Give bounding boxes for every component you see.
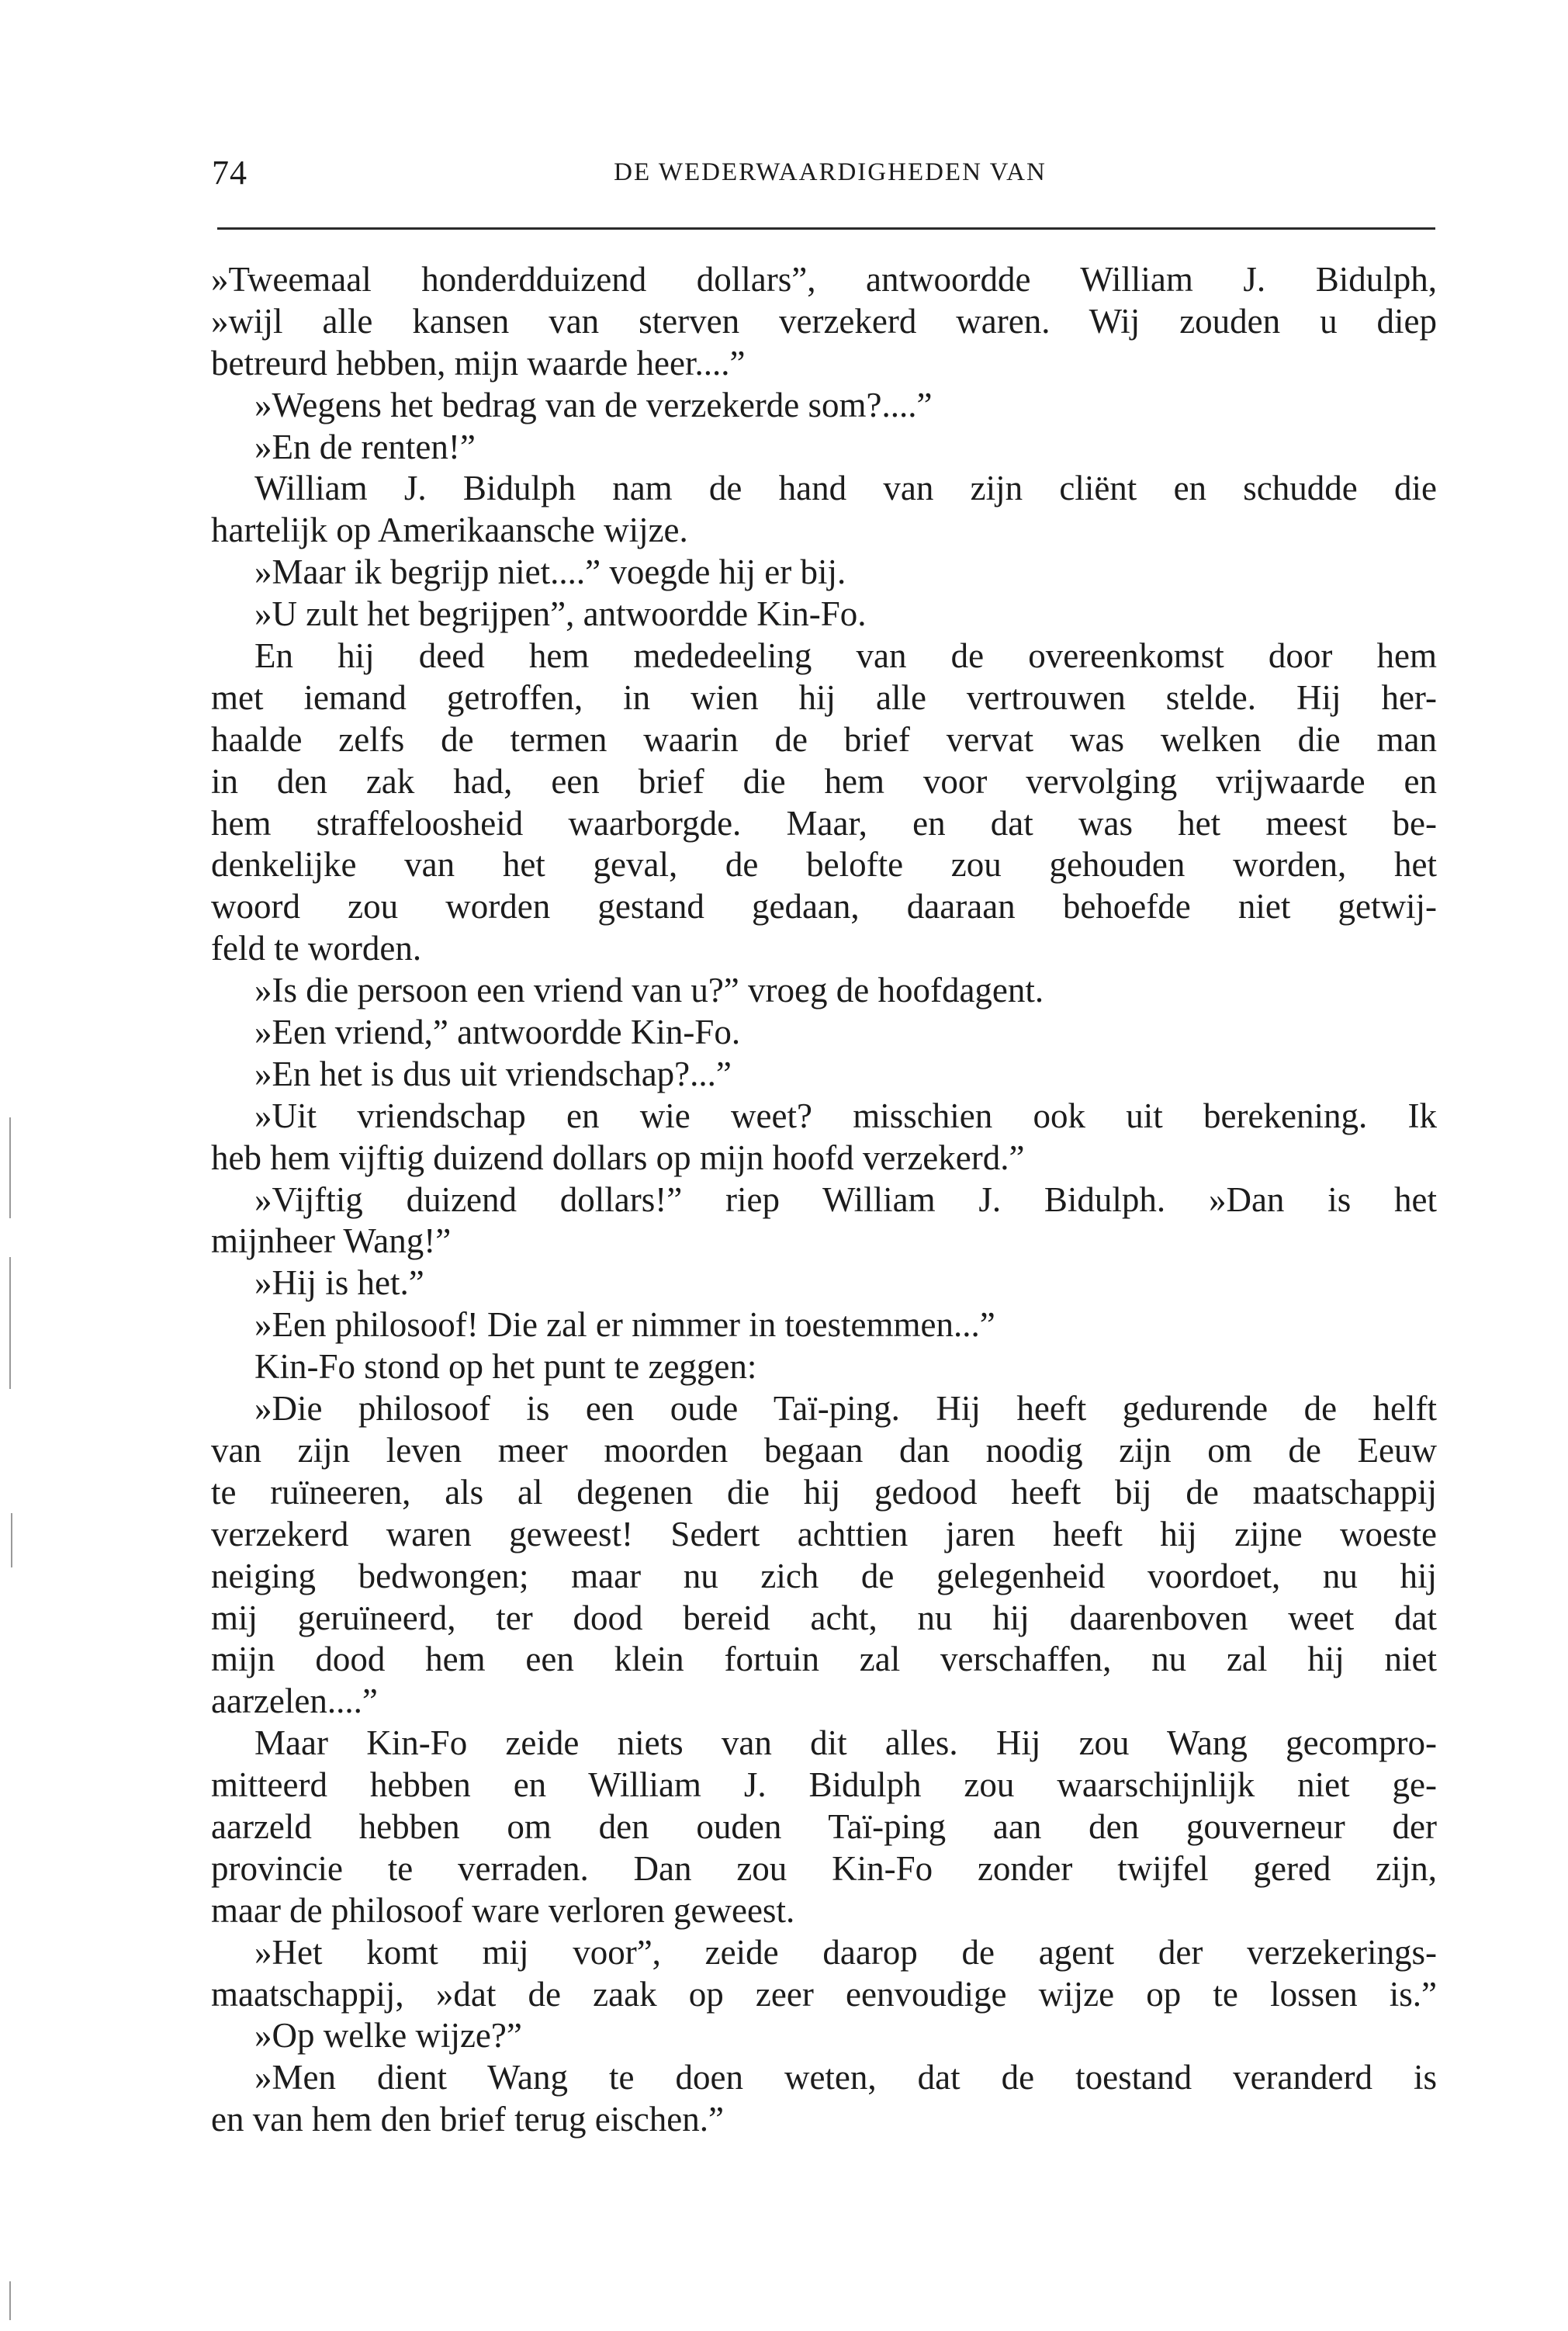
text-line: hartelijk op Amerikaansche wijze. xyxy=(211,511,688,550)
text-line: betreurd hebben, mijn waarde heer....” xyxy=(211,343,746,383)
text-line: mij geruïneerd, ter dood bereid acht, nu hij daarenboven weet dat xyxy=(211,1598,1437,1637)
text-line: »Is die persoon een vriend van u?” vroeg de hoofdagent. xyxy=(254,971,1044,1010)
text-line: aarzelen....” xyxy=(211,1682,378,1721)
text-line: Maar Kin-Fo zeide niets van dit alles. Hij zou Wang gecompro- xyxy=(254,1723,1437,1763)
text-line: »Men dient Wang te doen weten, dat de toestand veranderd is xyxy=(254,2058,1437,2097)
header-rule xyxy=(217,227,1435,230)
text-line: Kin-Fo stond op het punt te zeggen: xyxy=(254,1347,757,1387)
page-number: 74 xyxy=(212,154,247,192)
text-line: verzekerd waren geweest! Sedert achttien jaren heeft hij zijne woeste xyxy=(211,1514,1437,1553)
text-line: »Die philosoof is een oude Taï-ping. Hij heeft gedurende de helft xyxy=(254,1389,1437,1429)
text-line: van zijn leven meer moorden begaan dan noodig zijn om de Eeuw xyxy=(211,1430,1437,1470)
text-line: aarzeld hebben om den ouden Taï-ping aan den gouverneur der xyxy=(211,1806,1437,1846)
text-line: »Een vriend,” antwoordde Kin-Fo. xyxy=(254,1013,741,1052)
text-line: woord zou worden gestand gedaan, daaraan behoefde niet getwij- xyxy=(211,887,1437,927)
text-line: mitteerd hebben en William J. Bidulph zou waarschijnlijk niet ge- xyxy=(211,1765,1437,1805)
text-line: in den zak had, een brief die hem voor vervolging vrijwaarde en xyxy=(211,761,1437,801)
text-line: »Een philosoof! Die zal er nimmer in toestemmen...” xyxy=(254,1305,995,1345)
scan-edge-mark xyxy=(9,1257,11,1389)
text-line: »Uit vriendschap en wie weet? misschien ook uit berekening. Ik xyxy=(254,1096,1437,1135)
text-line: hem straffeloosheid waarborgde. Maar, en dat was het meest be- xyxy=(211,803,1437,843)
body-text xyxy=(211,259,1437,2141)
text-line: »Vijftig duizend dollars!” riep William J. Bidulph. »Dan is het xyxy=(254,1179,1437,1219)
text-line: provincie te verraden. Dan zou Kin-Fo zonder twijfel gered zijn, xyxy=(211,1848,1437,1888)
running-head: DE WEDERWAARDIGHEDEN VAN xyxy=(614,158,1047,186)
text-line: maatschappij, »dat de zaak op zeer eenvoudige wijze op te lossen is.” xyxy=(211,1974,1437,2014)
text-line: »Het komt mij voor”, zeide daarop de agent der verzekerings- xyxy=(254,1932,1437,1972)
text-line: »Maar ik begrijp niet....” voegde hij er bij. xyxy=(254,552,846,592)
scan-edge-mark xyxy=(9,1117,11,1218)
text-line: »wijl alle kansen van sterven verzekerd waren. Wij zouden u diep xyxy=(211,301,1437,341)
text-line: heb hem vijftig duizend dollars op mijn hoofd verzekerd.” xyxy=(211,1138,1025,1177)
text-line: maar de philosoof ware verloren geweest. xyxy=(211,1890,795,1930)
text-line: »Hij is het.” xyxy=(254,1263,424,1303)
text-line: »U zult het begrijpen”, antwoordde Kin-Fo. xyxy=(254,594,867,634)
text-line: feld te worden. xyxy=(211,929,422,968)
text-line: En hij deed hem mededeeling van de overeenkomst door hem xyxy=(254,636,1437,676)
text-line: mijnheer Wang!” xyxy=(211,1221,452,1261)
text-line: »Tweemaal honderdduizend dollars”, antwoordde William J. Bidulph, xyxy=(211,260,1437,299)
scan-edge-mark xyxy=(9,2281,11,2320)
scan-edge-mark xyxy=(11,1513,12,1567)
text-line: en van hem den brief terug eischen.” xyxy=(211,2100,724,2139)
text-line: haalde zelfs de termen waarin de brief vervat was welken die man xyxy=(211,719,1437,759)
text-line: mijn dood hem een klein fortuin zal verschaffen, nu zal hij niet xyxy=(211,1640,1437,1679)
text-line: met iemand getroffen, in wien hij alle vertrouwen stelde. Hij her- xyxy=(211,677,1437,717)
text-line: »En de renten!” xyxy=(254,427,476,466)
text-line: »En het is dus uit vriendschap?...” xyxy=(254,1054,732,1093)
text-line: »Wegens het bedrag van de verzekerde som?....” xyxy=(254,385,933,424)
text-line: William J. Bidulph nam de hand van zijn cliënt en schudde die xyxy=(254,469,1437,508)
text-line: te ruïneeren, als al degenen die hij gedood heeft bij de maatschappij xyxy=(211,1472,1437,1512)
text-line: »Op welke wijze?” xyxy=(254,2016,522,2056)
text-line: neiging bedwongen; maar nu zich de gelegenheid voordoet, nu hij xyxy=(211,1556,1437,1595)
text-line: denkelijke van het geval, de belofte zou gehouden worden, het xyxy=(211,845,1437,885)
